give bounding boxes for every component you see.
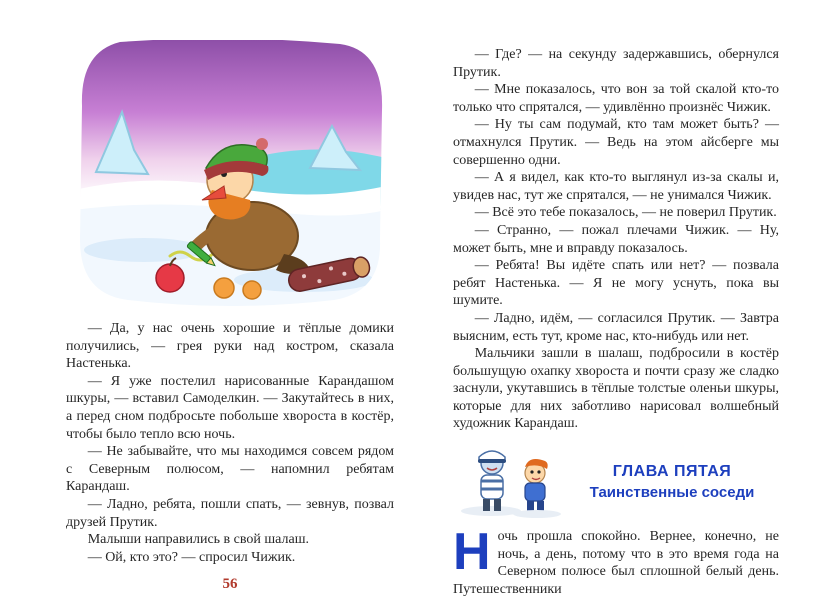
paragraph: Мальчики зашли в шалаш, подбросили в костёр большущую охапку хвороста и почти сразу же сладко заснули, укутавшись в тёплые толстые оленьи шкуры, которые для них заботливо нарисовал волшебный художник Карандаш. — [453, 346, 779, 432]
paragraph: — Ребята! Вы идёте спать или нет? — позвала ребят Настенька. — Я не могу уснуть, пока вы шумите. — [453, 258, 779, 309]
right-page — [453, 46, 779, 598]
opening-paragraph: очь прошла спокойно. Вернее, конечно, не ночь, а день, потому что в это время года на Северном полюсе был сплошной белый день. Путешественники — [453, 529, 779, 597]
paragraph: — Где? — на секунду задержавшись, обернулся Прутик. — [453, 47, 779, 80]
paragraph: — Ну ты сам подумай, кто там может быть? — отмахнулся Прутик. — Ведь на этом айсберге мы совершенно одни. — [453, 117, 779, 168]
paragraph: — Не забывайте, что мы находимся совсем рядом с Северным полюсом, — напомнил ребятам Карандаш. — [66, 444, 394, 495]
chapter-heading — [565, 463, 779, 501]
paragraph: — Да, у нас очень хорошие и тёплые домики получились, — грея руки над костром, сказала Настенька. — [66, 321, 394, 372]
chapter-opening — [453, 523, 779, 598]
drop-cap: Н — [453, 523, 491, 582]
two-characters-illustration — [453, 439, 565, 519]
left-page — [66, 40, 394, 593]
chapter-subtitle: Таинственные соседи — [589, 483, 755, 501]
page-number: 56 — [222, 576, 238, 593]
winter-scene-illustration — [74, 40, 386, 308]
paragraph: — Мне показалось, что вон за той скалой кто-то только что спрятался, — удивлённо произнёс Чижик. — [453, 82, 779, 115]
paragraph: — Всё это тебе показалось, — не поверил Прутик. — [474, 205, 777, 221]
chapter-header — [453, 439, 779, 524]
chapter-illustration — [453, 439, 565, 524]
paragraph: — Я уже постелил нарисованные Карандашом шкуры, — вставил Самоделкин. — Закутайтесь в них, а перед сном подбросьте побольше хвороста в костёр, чтобы было тепло всю ночь. — [66, 373, 394, 442]
main-illustration — [74, 40, 386, 308]
paragraph: — Ладно, идём, — согласился Прутик. — Завтра выясним, есть тут, кроме нас, кто-нибудь или нет. — [453, 310, 779, 344]
paragraph: — Странно, — пожал плечами Чижик. — Ну, может быть, мне и вправду показалось. — [453, 222, 779, 256]
paragraph: — Ой, кто это? — спросил Чижик. — [87, 549, 296, 565]
paragraph: — А я видел, как кто-то выглянул из-за скалы и, увидев нас, тут же спрятался, — не унимался Чижик. — [453, 170, 779, 203]
paragraph: — Ладно, ребята, пошли спать, — зевнув, позвал друзей Прутик. — [66, 496, 394, 530]
chapter-title: ГЛАВА ПЯТАЯ — [612, 462, 732, 480]
paragraph: Малыши направились в свой шалаш. — [87, 532, 309, 548]
